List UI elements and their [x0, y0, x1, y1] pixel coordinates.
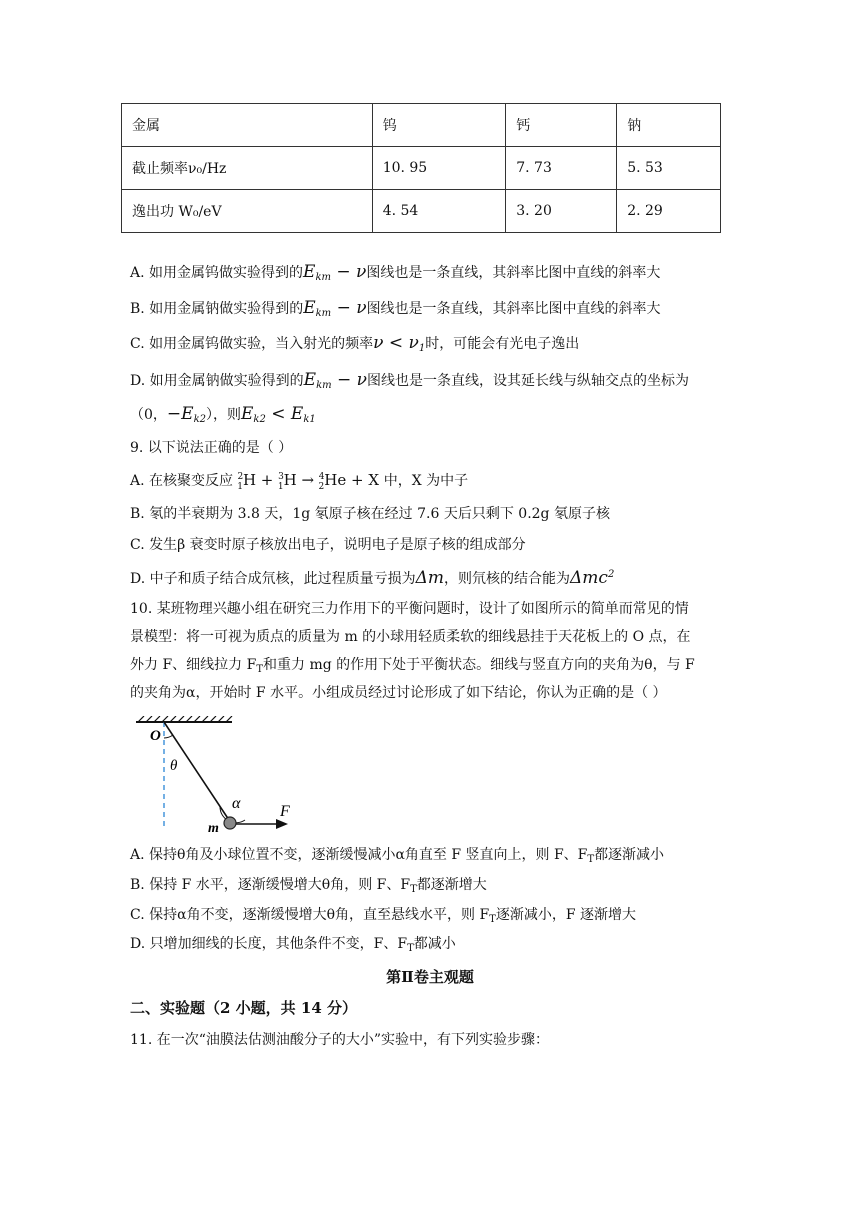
- ek2-symbol: $-E_{k2}$: [166, 404, 206, 425]
- pendulum-figure: [128, 716, 308, 836]
- q8-option-b: [130, 298, 661, 324]
- label-m: m: [208, 821, 219, 836]
- metal-table: [121, 103, 721, 233]
- option-text: 时，可能会有光电子逸出: [425, 336, 580, 352]
- q10-stem-line4: 的夹角为α，开始时 F 水平。小组成员经过讨论形成了如下结论，你认为正确的是（ ）: [130, 685, 667, 701]
- q10-option-c: [130, 905, 636, 930]
- q9-option-d: [130, 565, 614, 589]
- table-cell: 7. 73: [506, 147, 617, 190]
- option-text: 逐渐减小，F 逐渐增大: [495, 907, 637, 923]
- option-text: 都减小: [413, 936, 456, 952]
- q9-option-b: B. 氡的半衰期为 3.8 天，1g 氡原子核在经过 7.6 天后只剩下 0.2g 氡原子核: [130, 506, 610, 522]
- option-text: A. 如用金属钨做实验得到的: [130, 265, 304, 281]
- option-text: （0，: [130, 407, 167, 423]
- table-cell: 钠: [617, 104, 721, 147]
- q8-option-d-cont: [130, 404, 316, 430]
- table-cell: 截止频率ν₀/Hz: [122, 147, 373, 190]
- q10-option-d: [130, 934, 456, 959]
- option-text: D. 中子和质子结合成氘核，此过程质量亏损为: [130, 571, 416, 587]
- theta-arc: [164, 735, 173, 738]
- subscript: T: [407, 943, 414, 954]
- q8-option-d: [130, 370, 689, 396]
- q10-stem-line3: [130, 655, 695, 680]
- ball: [224, 817, 236, 829]
- section-heading: 二、实验题（2 小题，共 14 分）: [130, 999, 357, 1017]
- q10-stem-line1: 10. 某班物理兴趣小组在研究三力作用下的平衡问题时，设计了如图所示的简单而常见的情: [130, 601, 689, 617]
- option-text: C. 如用金属钨做实验，当入射光的频率: [130, 336, 374, 352]
- q10-stem-line2: 景模型：将一可视为质点的质量为 m 的小球用轻质柔软的细线悬挂于天花板上的 O 点，在: [130, 629, 691, 645]
- q8-option-c: [130, 333, 579, 359]
- table-cell: 逸出功 W₀/eV: [122, 190, 373, 233]
- subscript: T: [410, 884, 417, 895]
- table-cell: 10. 95: [372, 147, 506, 190]
- option-text: 图线也是一条直线，设其延长线与纵轴交点的坐标为: [367, 373, 689, 389]
- ek2-less-ek1-symbol: $E_{k2} < E_{k1}$: [241, 404, 316, 425]
- table-cell: 钨: [372, 104, 506, 147]
- q9-option-c: C. 发生β 衰变时原子核放出电子，说明电子是原子核的组成部分: [130, 537, 526, 553]
- option-text: 和重力 mg 的作用下处于平衡状态。细线与竖直方向的夹角为θ，与 F: [263, 657, 695, 673]
- table-cell: 3. 20: [506, 190, 617, 233]
- option-text: C. 保持α角不变，逐渐缓慢增大θ角，直至悬线水平，则 F: [130, 907, 490, 923]
- subscript: T: [489, 914, 496, 925]
- table-row: [122, 190, 721, 233]
- option-text: 外力 F、细线拉力 F: [130, 657, 257, 673]
- section-title: 第Ⅱ卷主观题: [386, 968, 474, 986]
- label-f: F: [280, 803, 290, 820]
- q10-option-b: [130, 875, 487, 900]
- nu-less-nu1-symbol: $\nu < \nu_1$: [373, 333, 426, 354]
- option-text: B. 保持 F 水平，逐渐缓慢增大θ角，则 F、F: [130, 877, 411, 893]
- option-text: 中，X 为中子: [383, 473, 469, 489]
- option-text: 图线也是一条直线，其斜率比图中直线的斜率大: [366, 265, 661, 281]
- option-text: ），则: [206, 407, 241, 423]
- q11-stem: 11. 在一次“油膜法估测油酸分子的大小”实验中，有下列实验步骤：: [130, 1032, 550, 1048]
- force-arrow-head: [276, 819, 288, 829]
- delta-m-symbol: Δm: [415, 568, 445, 588]
- option-text: 图线也是一条直线，其斜率比图中直线的斜率大: [366, 301, 661, 317]
- option-text: ，则氘核的结合能为: [444, 571, 571, 587]
- option-text: A. 在核聚变反应: [130, 473, 234, 489]
- table-cell: 钙: [506, 104, 617, 147]
- subscript: T: [256, 664, 263, 675]
- option-text: B. 如用金属钠做实验得到的: [130, 301, 304, 317]
- table-row: [122, 104, 721, 147]
- option-text: D. 如用金属钠做实验得到的: [130, 373, 304, 389]
- option-text: 都逐渐增大: [416, 877, 487, 893]
- ekm-nu-symbol: $E_{km} - \nu$: [303, 370, 367, 391]
- table-cell: 4. 54: [372, 190, 506, 233]
- subscript: T: [587, 854, 595, 865]
- table-cell: 2. 29: [617, 190, 721, 233]
- label-o: O: [150, 728, 161, 744]
- q10-option-a: [130, 845, 664, 870]
- ekm-nu-symbol: $E_{km} - \nu$: [303, 262, 367, 283]
- fusion-equation: $^2_1$H + $^3_1$H → $^4_2$He + X: [237, 471, 384, 492]
- delta-mc2-symbol: Δmc$^2$: [570, 568, 615, 588]
- label-alpha: α: [232, 795, 241, 812]
- label-theta: θ: [170, 758, 178, 774]
- option-text: D. 只增加细线的长度，其他条件不变，F、F: [130, 936, 408, 952]
- q9-option-a: [130, 470, 468, 493]
- table-cell: 金属: [122, 104, 373, 147]
- table-row: [122, 147, 721, 190]
- option-text: 都逐渐减小: [594, 847, 665, 863]
- q9-stem: 9. 以下说法正确的是（ ）: [130, 440, 293, 456]
- ekm-nu-symbol: $E_{km} - \nu$: [303, 298, 367, 319]
- option-text: A. 保持θ角及小球位置不变，逐渐缓慢减小α角直至 F 竖直向上，则 F、F: [130, 847, 588, 863]
- q8-option-a: [130, 262, 660, 288]
- table-cell: 5. 53: [617, 147, 721, 190]
